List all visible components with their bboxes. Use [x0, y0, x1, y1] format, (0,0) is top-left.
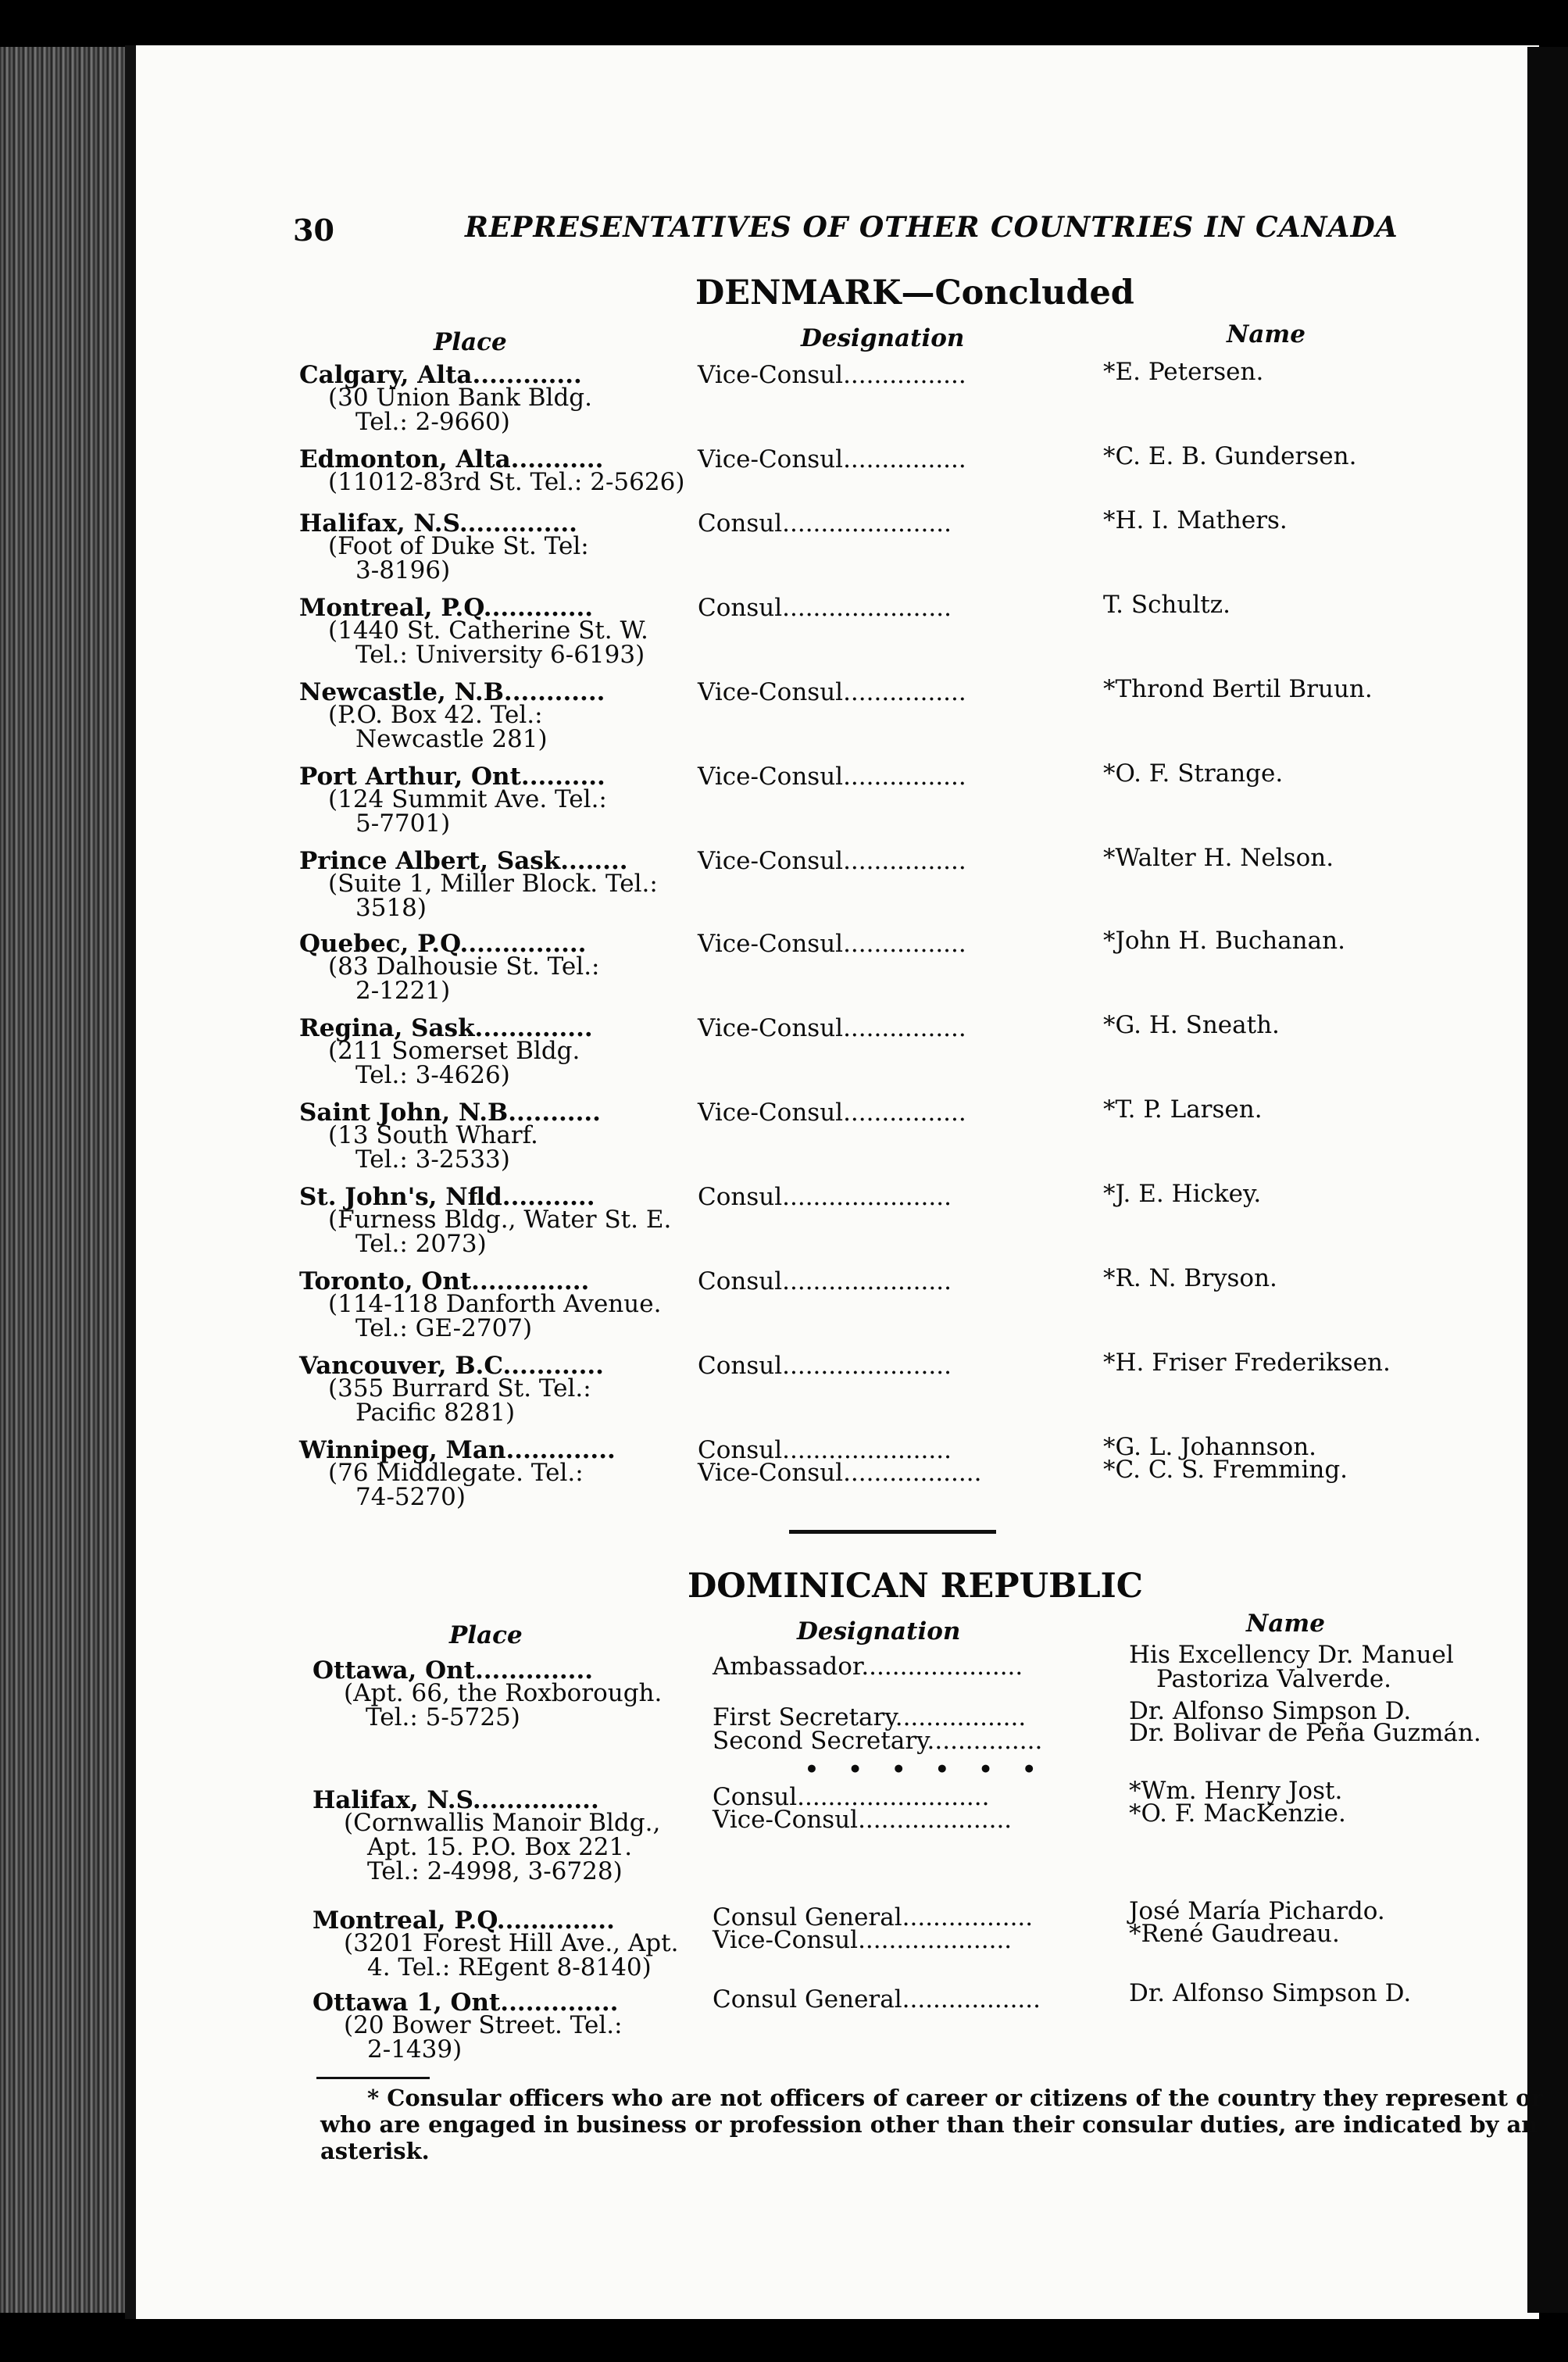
designation: Consul General.................	[713, 1903, 1034, 1931]
official-name: *E. Petersen.	[1103, 358, 1264, 386]
official-name: *H. Friser Frederiksen.	[1103, 1349, 1391, 1377]
designation: Vice-Consul..................	[698, 1459, 982, 1487]
official-name: *O. F. MacKenzie.	[1129, 1799, 1346, 1828]
designation: Consul......................	[698, 1436, 952, 1464]
designation: Vice-Consul....................	[713, 1926, 1013, 1954]
address-line: Tel.: 3-4626)	[355, 1061, 510, 1089]
address-line: Apt. 15. P.O. Box 221.	[367, 1833, 633, 1861]
official-name: His Excellency Dr. Manuel	[1129, 1641, 1454, 1669]
address-line: (P.O. Box 42. Tel.:	[328, 701, 543, 729]
designation: Ambassador.....................	[713, 1653, 1023, 1681]
ornament-separator: • • • • • •	[805, 1756, 1048, 1782]
address-line: Tel.: 5-5725)	[366, 1703, 520, 1731]
address-line: (Furness Bldg., Water St. E.	[328, 1206, 672, 1234]
country-heading-denmark: DENMARK—Concluded	[695, 273, 1134, 313]
page-right-edge	[1527, 47, 1568, 2313]
place-name: Prince Albert, Sask........	[299, 847, 628, 875]
address-line: (1440 St. Catherine St. W.	[328, 616, 648, 645]
address-line: 2-1221)	[355, 977, 451, 1005]
column-header-name: Name	[1227, 320, 1305, 348]
address-line: 3518)	[355, 894, 427, 922]
designation: Vice-Consul................	[698, 361, 966, 389]
designation: Vice-Consul................	[698, 930, 966, 958]
section-divider	[789, 1530, 996, 1534]
address-line: (11012-83rd St. Tel.: 2-5626)	[328, 468, 685, 496]
place-name: Quebec, P.Q...............	[299, 930, 587, 958]
address-line: 5-7701)	[355, 809, 451, 838]
designation: Vice-Consul................	[698, 445, 966, 473]
address-line: (83 Dalhousie St. Tel.:	[328, 952, 600, 981]
official-name: Dr. Alfonso Simpson D.	[1129, 1979, 1412, 2007]
place-name: Newcastle, N.B............	[299, 678, 605, 706]
address-line: (114-118 Danforth Avenue.	[328, 1290, 662, 1318]
official-name: *Thrond Bertil Bruun.	[1103, 675, 1373, 703]
designation: Consul......................	[698, 1267, 952, 1295]
place-name: Montreal, P.Q.............	[299, 594, 594, 622]
footnote-line: * Consular officers who are not officers of career or citizens of the country they represent or	[367, 2085, 1543, 2111]
address-line: Newcastle 281)	[355, 725, 548, 753]
place-name: Halifax, N.S...............	[313, 1786, 599, 1814]
place-name: Port Arthur, Ont..........	[299, 763, 605, 791]
designation: Consul.........................	[713, 1783, 990, 1811]
address-line: 2-1439)	[367, 2035, 463, 2064]
official-name: *G. L. Johannson.	[1103, 1433, 1317, 1461]
official-name: *C. C. S. Fremming.	[1103, 1456, 1348, 1484]
place-name: Edmonton, Alta...........	[299, 445, 604, 473]
address-line: (3201 Forest Hill Ave., Apt.	[344, 1929, 679, 1957]
place-name: Toronto, Ont..............	[299, 1267, 590, 1295]
designation: Vice-Consul................	[698, 763, 966, 791]
place-name: Vancouver, B.C............	[299, 1352, 604, 1380]
official-name: *John H. Buchanan.	[1103, 927, 1345, 955]
place-name: Winnipeg, Man.............	[299, 1436, 616, 1464]
address-line: (124 Summit Ave. Tel.:	[328, 785, 607, 813]
designation: Consul......................	[698, 594, 952, 622]
country-heading-dominican-republic: DOMINICAN REPUBLIC	[688, 1567, 1143, 1606]
place-name: Halifax, N.S..............	[299, 509, 577, 538]
address-line: Tel.: 2-9660)	[355, 408, 510, 436]
official-name: Dr. Bolivar de Peña Guzmán.	[1129, 1719, 1481, 1747]
official-name: Pastoriza Valverde.	[1156, 1665, 1392, 1693]
official-name: *G. H. Sneath.	[1103, 1011, 1280, 1039]
designation: Vice-Consul................	[698, 847, 966, 875]
official-name: *T. P. Larsen.	[1103, 1095, 1263, 1124]
place-name: St. John's, Nfld...........	[299, 1183, 595, 1211]
designation: Vice-Consul................	[698, 678, 966, 706]
column-header-name: Name	[1246, 1610, 1325, 1638]
footnote-rule	[316, 2077, 430, 2079]
address-line: (Cornwallis Manoir Bldg.,	[344, 1809, 661, 1837]
official-name: *J. E. Hickey.	[1103, 1180, 1262, 1208]
place-name: Montreal, P.Q..............	[313, 1906, 615, 1935]
official-name: José María Pichardo.	[1129, 1897, 1385, 1925]
address-line: Tel.: 2073)	[355, 1230, 487, 1258]
column-header-place: Place	[449, 1621, 523, 1649]
address-line: (13 South Wharf.	[328, 1121, 538, 1149]
place-name: Saint John, N.B...........	[299, 1099, 601, 1127]
address-line: (355 Burrard St. Tel.:	[328, 1374, 591, 1403]
place-name: Regina, Sask..............	[299, 1014, 593, 1042]
running-head: REPRESENTATIVES OF OTHER COUNTRIES IN CANADA	[465, 211, 1398, 244]
address-line: Tel.: University 6-6193)	[355, 641, 645, 669]
address-line: (76 Middlegate. Tel.:	[328, 1459, 584, 1487]
place-name: Calgary, Alta.............	[299, 361, 582, 389]
address-line: (211 Somerset Bldg.	[328, 1037, 580, 1065]
place-ottawa: Ottawa, Ont..............	[313, 1656, 594, 1685]
address-line: Tel.: 3-2533)	[355, 1145, 510, 1174]
designation: Consul......................	[698, 1352, 952, 1380]
book-binding-edge	[0, 47, 137, 2313]
designation: Second Secretary...............	[713, 1727, 1043, 1755]
official-name: Dr. Alfonso Simpson D.	[1129, 1697, 1412, 1725]
official-name: T. Schultz.	[1103, 591, 1230, 619]
address-line: (30 Union Bank Bldg.	[328, 384, 592, 412]
official-name: *H. I. Mathers.	[1103, 506, 1288, 534]
address-line: Tel.: 2-4998, 3-6728)	[367, 1857, 623, 1885]
address-line: Pacific 8281)	[355, 1399, 516, 1427]
footnote-line: asterisk.	[320, 2138, 430, 2164]
designation: Consul General..................	[713, 1985, 1041, 2014]
official-name: *R. N. Bryson.	[1103, 1264, 1277, 1292]
official-name: *O. F. Strange.	[1103, 759, 1284, 788]
column-header-designation: Designation	[801, 324, 965, 352]
address-line: 3-8196)	[355, 556, 451, 584]
address-line: (Foot of Duke St. Tel:	[328, 532, 589, 560]
official-name: *Wm. Henry Jost.	[1129, 1777, 1343, 1805]
designation: Consul......................	[698, 509, 952, 538]
official-name: *Walter H. Nelson.	[1103, 844, 1334, 872]
official-name: *René Gaudreau.	[1129, 1920, 1340, 1948]
column-header-place: Place	[434, 328, 507, 356]
place-name: Ottawa 1, Ont..............	[313, 1989, 619, 2017]
designation: Vice-Consul................	[698, 1099, 966, 1127]
column-header-designation: Designation	[797, 1617, 961, 1646]
designation: Consul......................	[698, 1183, 952, 1211]
footnote-line: who are engaged in business or profession other than their consular duties, are indicated by an	[320, 2111, 1538, 2138]
page-number: 30	[293, 213, 334, 248]
address-line: (20 Bower Street. Tel.:	[344, 2011, 623, 2039]
designation: First Secretary.................	[713, 1703, 1027, 1731]
address-line: 4. Tel.: REgent 8-8140)	[367, 1953, 652, 1981]
designation: Vice-Consul....................	[713, 1806, 1013, 1834]
designation: Vice-Consul................	[698, 1014, 966, 1042]
address-line: (Suite 1, Miller Block. Tel.:	[328, 870, 658, 898]
address-line: 74-5270)	[355, 1483, 466, 1511]
address-line: Tel.: GE-2707)	[355, 1314, 533, 1342]
address-line: (Apt. 66, the Roxborough.	[344, 1679, 663, 1707]
official-name: *C. E. B. Gundersen.	[1103, 442, 1357, 470]
